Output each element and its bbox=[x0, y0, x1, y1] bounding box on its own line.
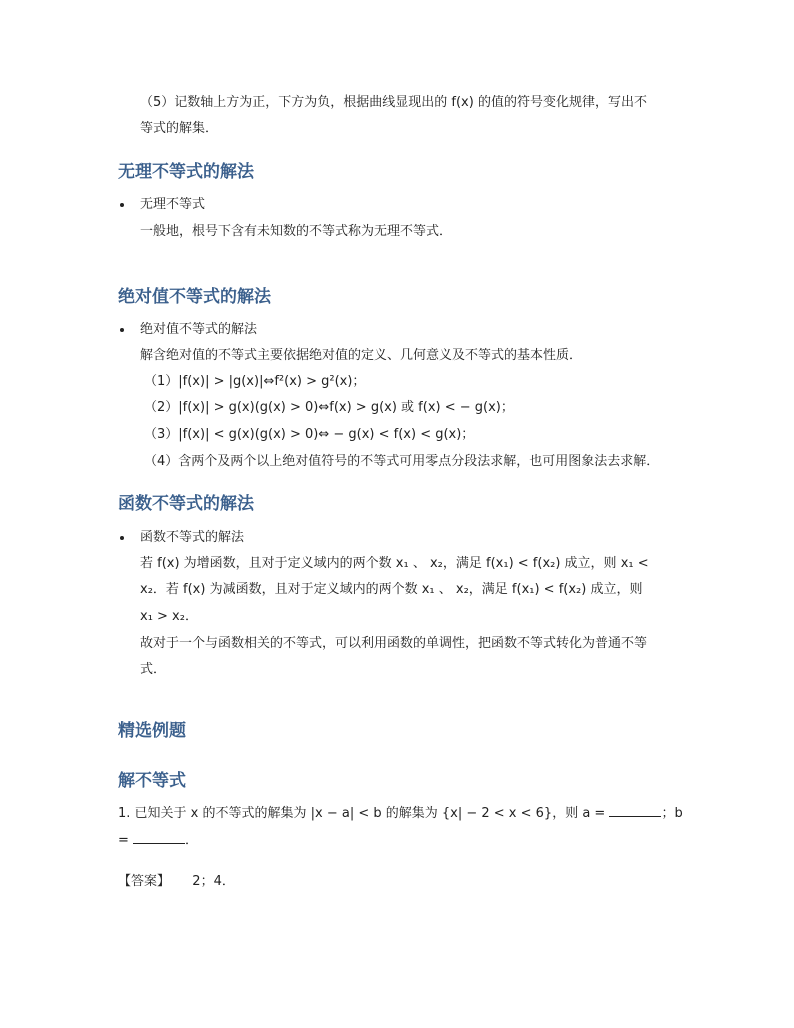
function-line-5: 式． bbox=[140, 662, 167, 677]
answer-value: 2；4． bbox=[192, 874, 235, 889]
intro-line-2: 等式的解集． bbox=[140, 121, 219, 136]
question-1-line-1 bbox=[118, 804, 683, 824]
question-1-end: ． bbox=[185, 833, 199, 848]
question-1-line-2 bbox=[118, 831, 198, 851]
answer-label: 【答案】 bbox=[118, 874, 171, 889]
bullet-dot bbox=[120, 536, 124, 540]
question-1-separator: ；b bbox=[661, 806, 683, 821]
function-line-4: 故对于一个与函数相关的不等式，可以利用函数的单调性，把函数不等式转化为普通不等 bbox=[140, 636, 648, 651]
answer-line bbox=[118, 872, 235, 892]
section-heading-irrational: 无理不等式的解法 bbox=[118, 162, 254, 182]
answer-blank-b[interactable] bbox=[133, 831, 185, 844]
absolute-rule-4: （4）含两个及两个以上绝对值符号的不等式可用零点分段法求解，也可用图象法去求解． bbox=[144, 454, 660, 469]
section-heading-function: 函数不等式的解法 bbox=[118, 494, 254, 514]
section-heading-absolute: 绝对值不等式的解法 bbox=[118, 287, 271, 307]
bullet-label-irrational: 无理不等式 bbox=[140, 197, 206, 212]
absolute-description: 解含绝对值的不等式主要依据绝对值的定义、几何意义及不等式的基本性质． bbox=[140, 348, 583, 363]
function-line-2: x₂．若 f(x) 为减函数，且对于定义域内的两个数 x₁ 、 x₂，满足 f(x₁) < f(x₂) 成立，则 bbox=[140, 582, 643, 597]
question-1-text: 1. 已知关于 x 的不等式的解集为 |x − a| < b 的解集为 {x| − 2 < x < 6}，则 a = bbox=[118, 806, 610, 821]
bullet-label-function: 函数不等式的解法 bbox=[140, 530, 245, 545]
absolute-rule-1: （1）|f(x)| > |g(x)|⇔f²(x) > g²(x)； bbox=[144, 374, 366, 389]
bullet-dot bbox=[120, 328, 124, 332]
examples-subheading: 解不等式 bbox=[118, 771, 186, 791]
question-1-prefix: = bbox=[118, 833, 134, 848]
intro-line-1: （5）记数轴上方为正，下方为负，根据曲线显现出的 f(x) 的值的符号变化规律，写出不 bbox=[140, 95, 647, 110]
absolute-rule-3: （3）|f(x)| < g(x)(g(x) > 0)⇔ − g(x) < f(x) < g(x)； bbox=[144, 427, 475, 442]
irrational-description: 一般地，根号下含有未知数的不等式称为无理不等式． bbox=[140, 224, 453, 239]
examples-heading: 精选例题 bbox=[118, 721, 186, 741]
bullet-dot bbox=[120, 203, 124, 207]
answer-blank-a[interactable] bbox=[609, 804, 661, 817]
absolute-rule-2: （2）|f(x)| > g(x)(g(x) > 0)⇔f(x) > g(x) 或 f(x) < − g(x)； bbox=[144, 400, 514, 415]
bullet-label-absolute: 绝对值不等式的解法 bbox=[140, 322, 258, 337]
function-line-1: 若 f(x) 为增函数，且对于定义域内的两个数 x₁ 、 x₂，满足 f(x₁) < f(x₂) 成立，则 x₁ < bbox=[140, 556, 649, 571]
function-line-3: x₁ > x₂． bbox=[140, 609, 198, 624]
